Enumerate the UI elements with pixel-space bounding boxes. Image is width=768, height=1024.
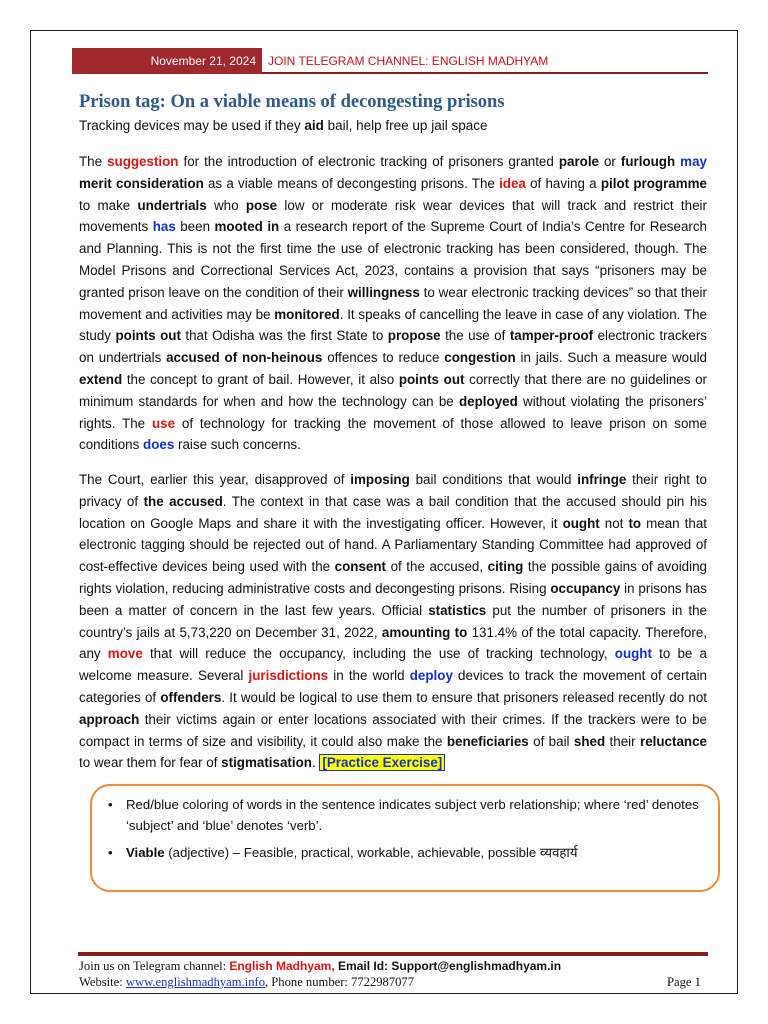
note-text: Red/blue coloring of words in the sentence indicates subject verb relationship; where ‘red’ denotes ‘subject’ and ‘blue’ denotes ‘verb’. [126,797,699,833]
note-item [102,794,702,836]
bullet-icon: • [108,797,113,812]
text-run: bail conditions that would [409,472,578,487]
keyword: mooted in [214,219,280,235]
keyword: offenders [160,689,222,705]
keyword: undertrials [137,197,207,213]
text-run: to wear them for fear of [79,755,222,771]
text-run: The [79,154,108,169]
text-run: as a viable means of decongesting prisons. The [203,175,500,191]
article-title: Prison tag: On a viable means of decongesting prisons [79,92,505,112]
article-subtitle [79,118,487,133]
note-text: (adjective) – Feasible, practical, workable, achievable, possible व्यवहार्य [164,845,578,860]
text-run: to make [79,197,138,213]
keyword: monitored [274,306,340,322]
text-run: in prisons has been a matter of concern in the last few years. Official [79,580,708,618]
text-run: their [605,733,640,749]
footer-email: Email Id: Support@englishmadhyam.in [334,959,562,973]
subject-word: jurisdictions [248,668,329,684]
keyword: propose [387,328,441,344]
text-run: . [311,755,320,771]
keyword: merit consideration [79,175,204,191]
subtitle-bold-word: aid [304,118,324,133]
keyword: extend [79,371,123,387]
text-run: to be a welcome measure. Several [79,646,708,684]
text-run: that Odisha was the first State to [180,328,388,344]
text-run: who [206,197,246,213]
subject-word: idea [499,175,526,191]
telegram-banner: JOIN TELEGRAM CHANNEL: ENGLISH MADHYAM [268,54,549,68]
page-number: Page 1 [667,975,701,989]
text-run: the possible gains of avoiding rights violation, reducing administrative costs and decongesting prisons. Rising [79,559,707,596]
keyword: furlough [620,154,676,169]
text-run: for the introduction of electronic tracking of prisoners granted [178,154,559,169]
header-bar [72,48,708,74]
keyword: points out [115,328,181,344]
verb-word: ought [614,646,652,662]
keyword: infringe [577,472,627,487]
text-run: without violating the prisoners’ rights. The [79,393,707,431]
note-term: Viable [126,845,165,860]
verb-word: deploy [409,668,453,684]
bullet-icon: • [108,845,113,860]
subject-word: suggestion [107,154,179,169]
text-run: of bail [528,733,574,749]
text-run: to wear electronic tracking devices” so that their movement and activities may be [79,284,707,322]
footer-phone: , Phone number: 7722987077 [265,975,415,989]
keyword: congestion [444,350,516,366]
text-run: the use of [440,328,510,344]
keyword: the accused [143,493,223,509]
text-run: raise such concerns. [174,437,301,453]
keyword: to [628,515,642,531]
footer-website-link[interactable]: www.englishmadhyam.info [125,975,265,989]
keyword: pilot programme [600,175,707,191]
keyword: occupancy [550,580,621,596]
subtitle-part: Tracking devices may be used if they [79,118,305,133]
keyword: accused of non-heinous [166,350,323,366]
note-item [102,842,702,863]
text-run: . The context in that case was a bail condition that the accused should pin his location on Google Maps and share it with the investigating officer. However, it [79,493,707,531]
keyword: reluctance [639,733,707,749]
footer-line-1 [79,959,561,974]
footer-line-2 [79,975,414,990]
footer-telegram-channel: English Madhyam, [229,959,335,973]
text-run: been [175,219,215,235]
text-run: in jails. Such a measure would [515,350,708,366]
keyword: parole [558,154,599,169]
text-run: that will reduce the occupancy, including the use of tracking technology, [142,646,615,662]
keyword: willingness [347,284,420,300]
verb-word: may [680,154,707,169]
text-run: devices to track the movement of certain categories of [79,668,708,705]
keyword: stigmatisation [221,755,312,771]
text-run: the concept to grant of bail. However, it also [122,371,399,387]
text-run: put the number of prisoners in the country’s jails at 5,73,220 on December 31, 2022, [79,602,708,640]
text-run: low or moderate risk wear devices that will track and restrict their movements [79,197,707,235]
practice-exercise-link[interactable]: [Practice Exercise] [319,754,445,771]
text-run: their victims again or enter locations associated with their crimes. If the trackers were to be compact in terms of size and visibility, it could also make the [79,711,707,749]
keyword: shed [573,733,606,749]
article-paragraph-2 [79,469,707,774]
footer-telegram-label: Join us on Telegram channel: [79,959,230,973]
verb-word: has [152,219,176,235]
text-run: not [599,515,629,531]
text-run: in the world [328,668,410,684]
text-run: mean that electronic tagging should be rejected out of hand. A Parliamentary Standing Committee had approved of cost-effective devices being used with the [79,515,707,575]
subject-word: move [107,646,143,662]
keyword: tamper-proof [509,328,594,344]
keyword: statistics [428,602,487,618]
text-run: 131.4% of the total capacity. Therefore, any [79,624,708,662]
keyword: amounting to [381,624,468,640]
footer-website-label: Website: [79,975,126,989]
keyword: beneficiaries [446,733,529,749]
keyword: ought [562,515,600,531]
text-run: The Court, earlier this year, disapproved of [79,472,351,487]
keyword: approach [79,711,140,727]
text-run: . It would be logical to use them to ensure that prisoners released recently do not [221,689,707,705]
text-run: . It speaks of cancelling the leave in case of any violation. The study [79,306,707,344]
text-run: their right to privacy of [79,472,707,509]
verb-word: does [143,437,175,453]
text-run: of technology for tracking the movement of those allowed to leave prison on some conditions [79,415,707,453]
keyword: citing [487,559,524,575]
text-run: of having a [525,175,601,191]
article-paragraph-1 [79,151,707,456]
subject-word: use [151,415,176,431]
subtitle-part: bail, help free up jail space [323,118,488,133]
text-run: correctly that there are no guidelines or minimum standards for when and how the technology can be [79,371,708,409]
text-run: or [599,154,621,169]
keyword: deployed [459,393,518,409]
header-date: November 21, 2024 [72,48,262,74]
text-run: offences to reduce [322,350,445,366]
keyword: points out [398,371,465,387]
footer-divider [78,952,708,956]
notes-box [90,784,720,892]
keyword: pose [245,197,278,213]
text-run: of the accused, [386,559,488,575]
text-run: a research report of the Supreme Court of India’s Centre for Research and Planning. This is not the first time the use of electronic tracking has been considered, though. The Model Prisons and Correctional Services Act, 2023, contains a provision that says “prisoners may be granted prison leave on the condition of their [79,219,708,300]
keyword: consent [334,559,386,575]
text-run: electronic trackers on undertrials [79,328,707,366]
notes-list [102,794,702,869]
keyword: imposing [350,472,410,487]
